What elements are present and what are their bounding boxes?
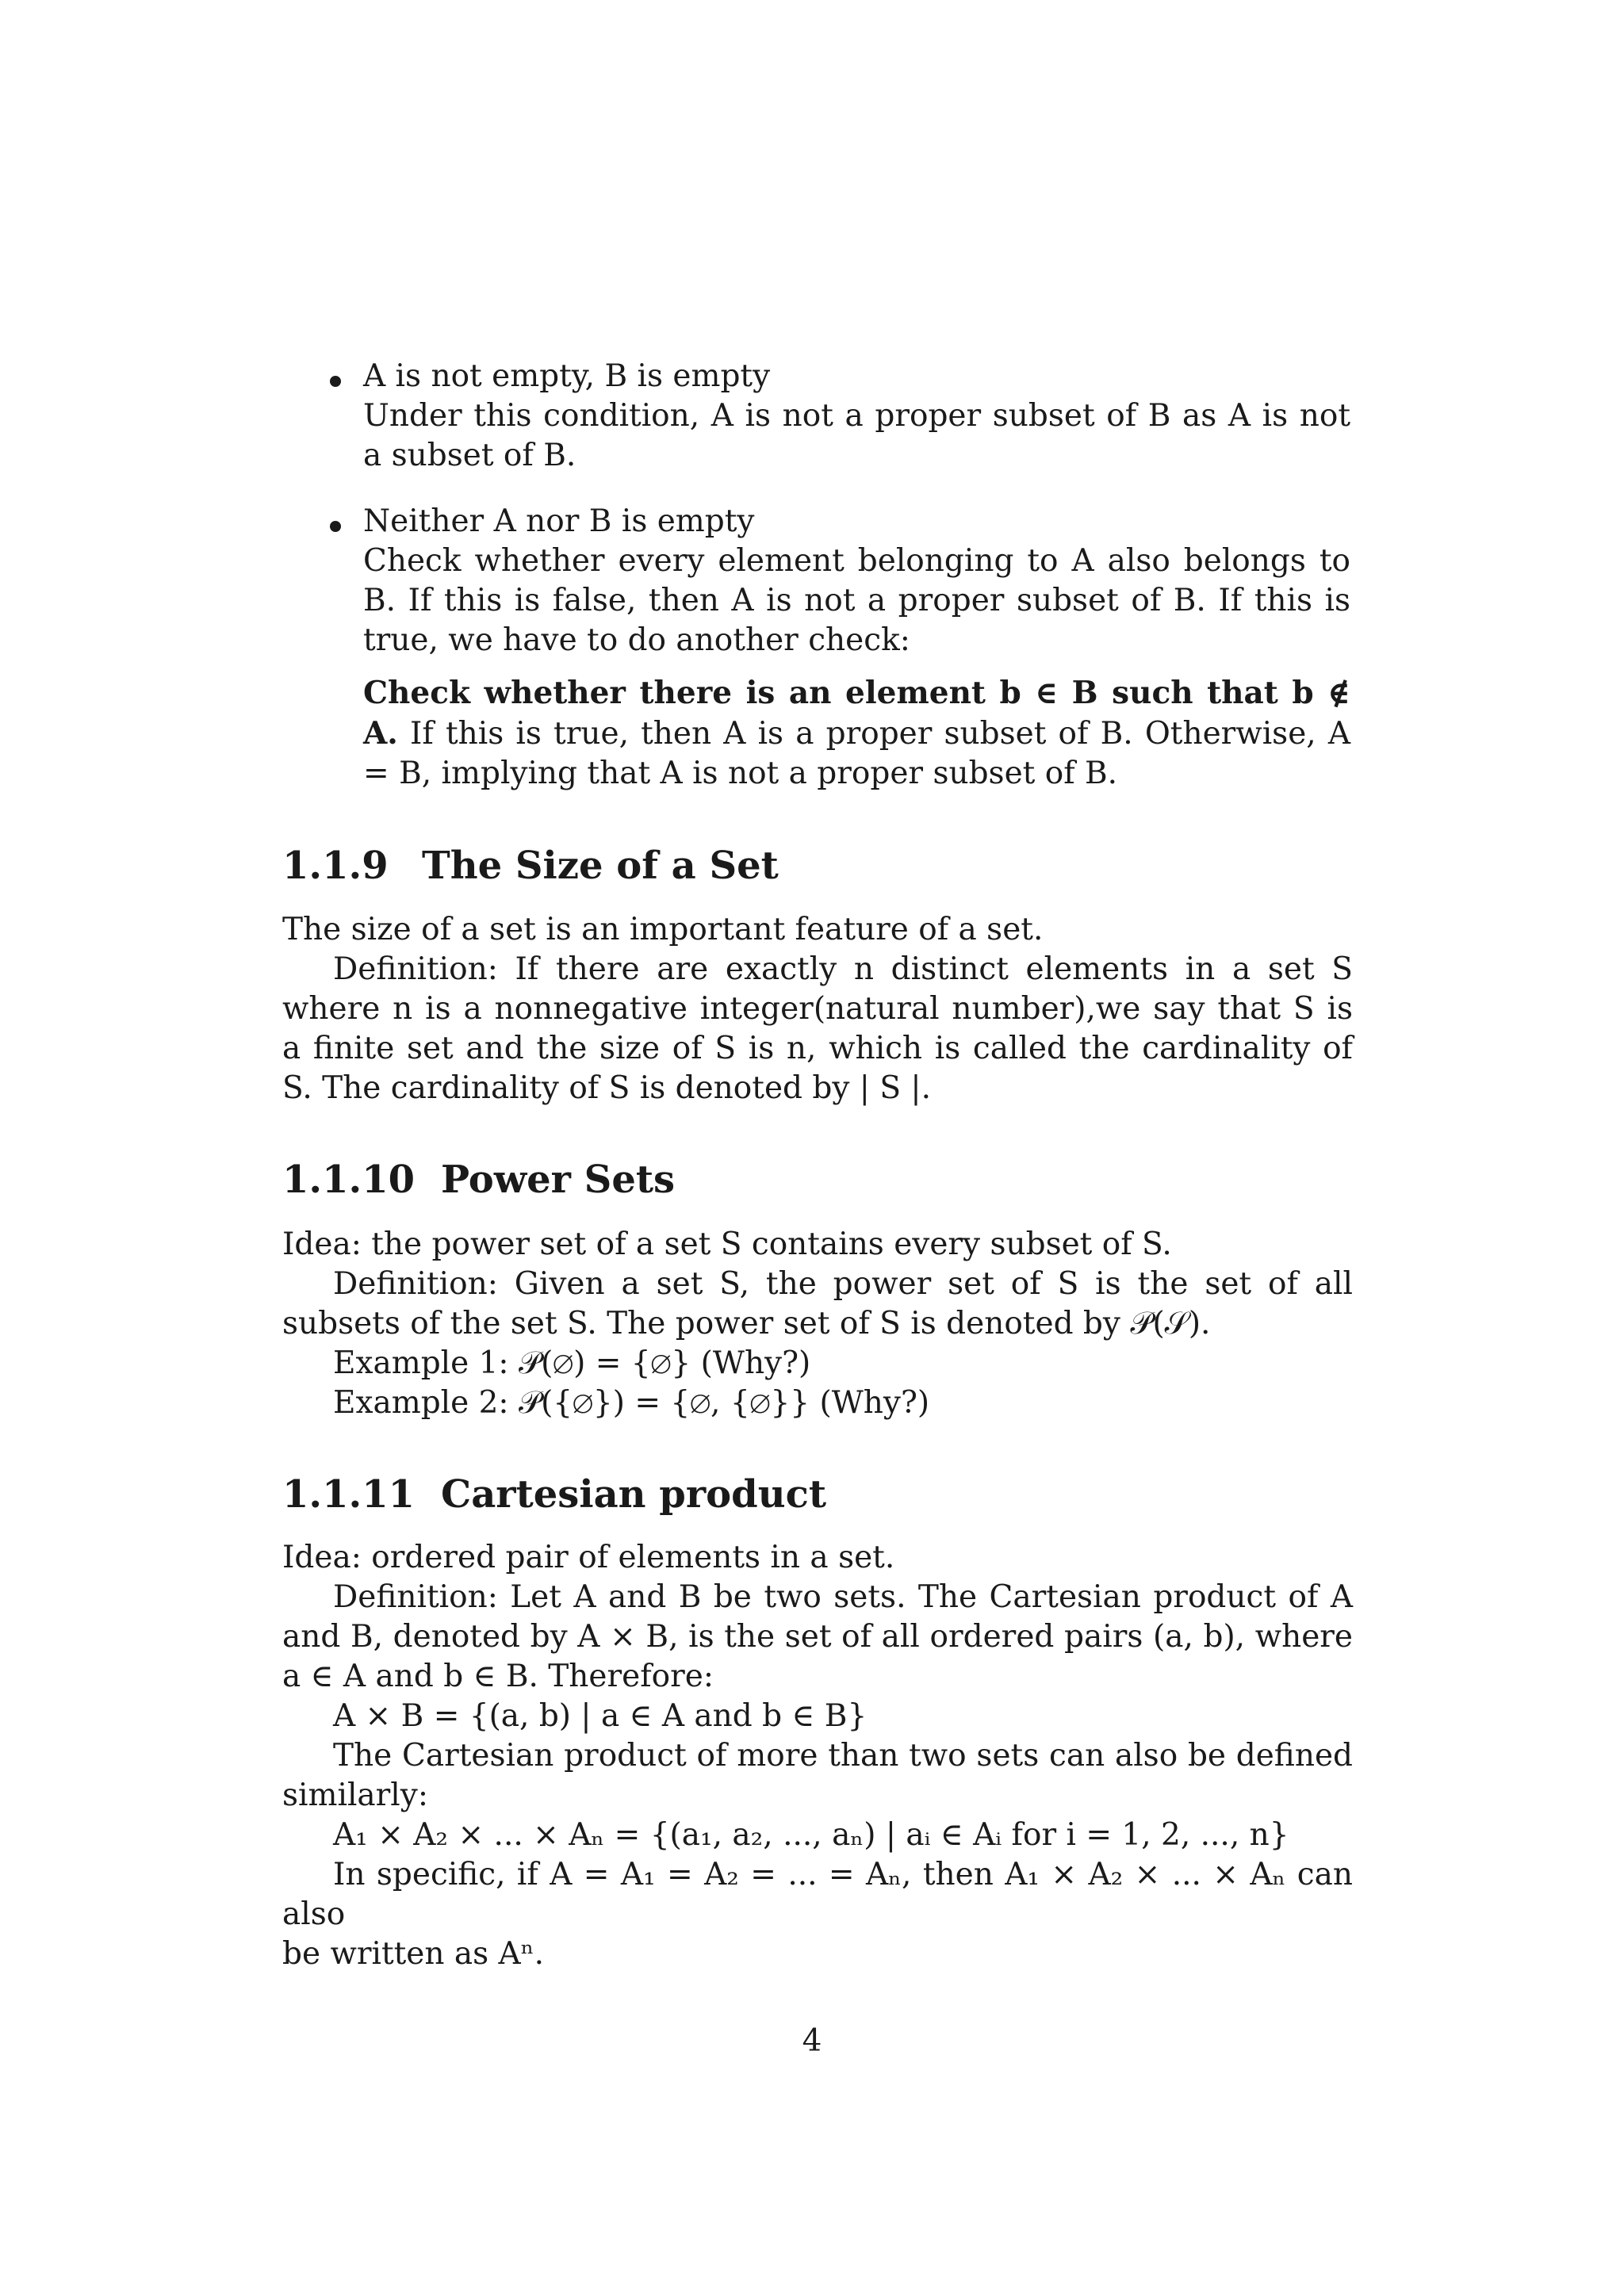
- paragraph: be written as Aⁿ.: [282, 1936, 544, 1972]
- section-heading: [282, 1156, 675, 1203]
- example-line: Example 2: 𝒫({∅}) = {∅, {∅}} (Why?): [333, 1385, 930, 1421]
- section-heading: [282, 842, 779, 890]
- section-number: 1.1.11: [282, 1472, 416, 1517]
- section-number: 1.1.10: [282, 1158, 416, 1202]
- bullet-2-head: Neither A nor B is empty: [363, 503, 755, 539]
- section-number: 1.1.9: [282, 844, 389, 888]
- bullet-2-check: [363, 673, 1350, 794]
- bullet-marker: [330, 376, 341, 387]
- section-1-1-9-body: [282, 910, 1353, 1108]
- bullet-item-2: [363, 502, 1350, 794]
- page-number: 4: [802, 2023, 822, 2059]
- formula-line: A × B = {(a, b) | a ∈ A and b ∈ B}: [333, 1698, 868, 1734]
- section-heading: [282, 1471, 826, 1518]
- paragraph: The Cartesian product of more than two sets can also be defined similarly:: [282, 1738, 1353, 1813]
- bullet-item-1: [363, 357, 1350, 476]
- example-line: Example 1: 𝒫(∅) = {∅} (Why?): [333, 1345, 811, 1381]
- formula-line: A₁ × A₂ × ... × Aₙ = {(a₁, a₂, ..., aₙ) | aᵢ ∈ Aᵢ for i = 1, 2, ..., n}: [333, 1817, 1289, 1853]
- paragraph: In specific, if A = A₁ = A₂ = ... = Aₙ, then A₁ × A₂ × ... × Aₙ can also: [282, 1857, 1353, 1932]
- section-title: Power Sets: [441, 1158, 676, 1202]
- section-title: The Size of a Set: [422, 844, 779, 888]
- bullet-2-check-rest: If this is true, then A is a proper subset of B. Otherwise, A = B, implying that A is not a proper subset of B.: [363, 716, 1350, 791]
- bullet-2-check-bold: Check whether there is an element b ∈ B such that b ∉ A.: [363, 675, 1350, 752]
- paragraph: Definition: Given a set S, the power set of S is the set of all subsets of the set S. The power set of S is denoted by 𝒫(𝒮).: [282, 1266, 1353, 1341]
- paragraph: The size of a set is an important feature of a set.: [282, 912, 1044, 947]
- paragraph: Idea: the power set of a set S contains every subset of S.: [282, 1226, 1172, 1262]
- bullet-marker: [330, 521, 341, 532]
- paragraph: Idea: ordered pair of elements in a set.: [282, 1540, 895, 1575]
- bullet-1-head: A is not empty, B is empty: [363, 358, 771, 394]
- section-1-1-10-body: [282, 1225, 1353, 1423]
- bullet-2-body: Check whether every element belonging to A also belongs to B. If this is false, then A is not a proper subset of B. If this is true, we have to do another check:: [363, 543, 1350, 658]
- paragraph: Definition: Let A and B be two sets. The Cartesian product of A and B, denoted by A × B, is the set of all ordered pairs (a, b), where a ∈ A and b ∈ B. Therefore:: [282, 1579, 1353, 1694]
- bullet-1-body: Under this condition, A is not a proper subset of B as A is not a subset of B.: [363, 398, 1350, 473]
- paragraph: Definition: If there are exactly n distinct elements in a set S where n is a nonnegative integer(natural number),we say that S is a finite set and the size of S is n, which is called the cardinality of S. The cardinality of S is denoted by | S |.: [282, 951, 1353, 1106]
- section-1-1-11-body: [282, 1538, 1353, 1974]
- section-title: Cartesian product: [441, 1472, 826, 1517]
